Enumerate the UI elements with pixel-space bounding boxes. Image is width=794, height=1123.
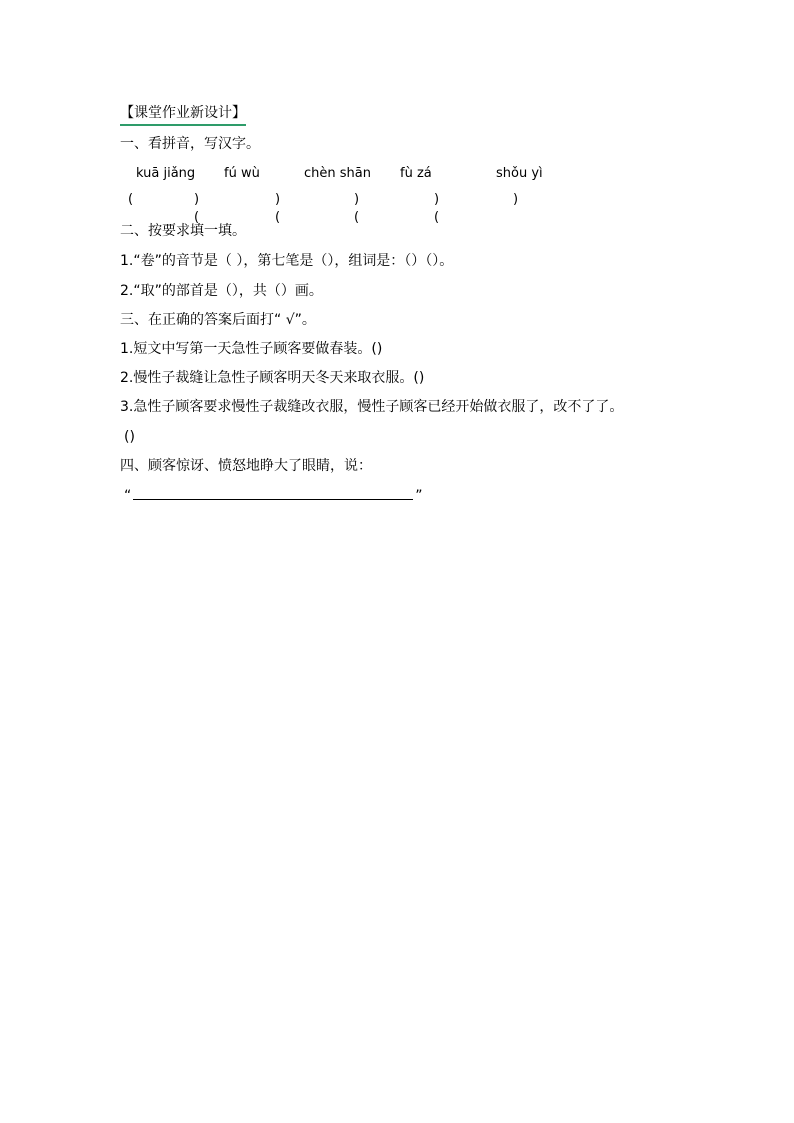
paren-4: )( (354, 192, 360, 225)
pinyin-3: chèn shān (304, 166, 371, 181)
section2-title: 二、按要求填一填。 (120, 223, 246, 239)
section2-question-2: 2.“取”的部首是（），共（）画。 (120, 283, 323, 299)
answer-blank[interactable] (133, 485, 413, 500)
pinyin-2: fú wù (224, 166, 260, 181)
paren-1: ( (128, 192, 134, 207)
section1-title: 一、看拼音，写汉字。 (120, 136, 260, 152)
open-quote: “ (124, 488, 132, 504)
section3-question-2: 2.慢性子裁缝让急性子顾客明天冬天来取衣服。() (120, 370, 425, 386)
quote-answer-line (124, 485, 423, 505)
paren-3: )( (275, 192, 281, 225)
pinyin-5: shǒu yì (496, 166, 543, 181)
section3-question-3-answer: () (124, 429, 135, 445)
header-title: 【课堂作业新设计】 (120, 104, 246, 126)
section3-title: 三、在正确的答案后面打“ √”。 (120, 312, 316, 328)
pinyin-4: fù zá (400, 166, 432, 181)
pinyin-1: kuā jiǎng (136, 166, 196, 181)
section2-question-1: 1.“卷”的音节是（ ），第七笔是（），组词是：（）（）。 (120, 253, 454, 269)
paren-5: )( (434, 192, 440, 225)
paren-6: ) (513, 192, 519, 207)
close-quote: ” (415, 488, 423, 504)
section4-title: 四、顾客惊讶、愤怒地睁大了眼睛，说： (120, 458, 372, 474)
section3-question-1: 1.短文中写第一天急性子顾客要做春装。() (120, 341, 383, 357)
paren-2: )( (194, 192, 200, 225)
section3-question-3: 3.急性子顾客要求慢性子裁缝改衣服，慢性子顾客已经开始做衣服了，改不了了。 (120, 399, 624, 415)
